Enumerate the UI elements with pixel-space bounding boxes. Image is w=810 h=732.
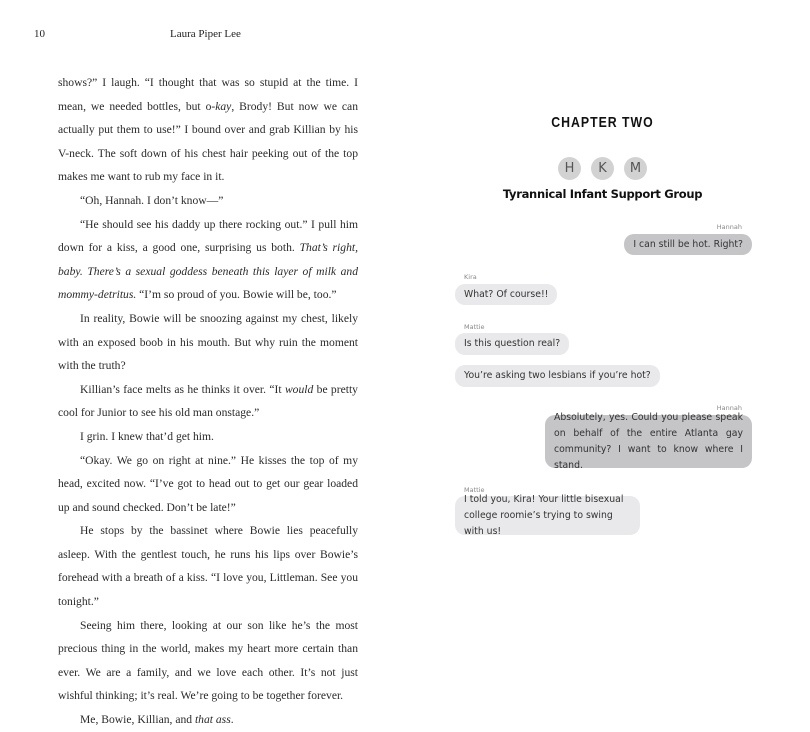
sender-label: Mattie — [464, 486, 485, 494]
running-head-author: Laura Piper Lee — [170, 28, 241, 40]
page-number: 10 — [34, 28, 45, 40]
paragraph: Seeing him there, looking at our son like he’s the most precious thing in the world, makes my heart more certain than ever. We are a family, and we love each other. It’s not just wishful thinking; it’s real. We’re going to be together forever. — [58, 618, 358, 703]
left-page-body — [58, 71, 358, 732]
sender-label: Kira — [464, 273, 477, 281]
sender-label: Hannah — [716, 404, 742, 412]
avatar: M — [624, 157, 647, 180]
paragraph: Me, Bowie, Killian, and that ass. — [80, 713, 234, 727]
paragraph: shows?” I laugh. “I thought that was so stupid at the time. I mean, we needed bottles, but o-kay, Brody! But now we can actually put them to use!” I bound over and grab Killian by his V-neck. The soft down of his chest hair peeking out of the top makes me want to rub my face in it. — [58, 76, 358, 184]
paragraph: “He should see his daddy up there rocking out.” I pull him down for a kiss, a good one, surprising us both. That’s right, baby. There’s a sexual goddess beneath this layer of milk and mommy-detritus. “I’m so proud of you. Bowie will be, too.” — [58, 217, 358, 302]
paragraph: “Okay. We go on right at nine.” He kisses the top of my head, excited now. “I’ve got to head out to get our gear loaded up and sound checked. Don’t be late!” — [58, 453, 358, 514]
message-bubble-outgoing: Absolutely, yes. Could you please speak on behalf of the entire Atlanta gay community? I want to know where I stand. — [545, 415, 752, 468]
group-chat-name: Tyrannical Infant Support Group — [502, 187, 703, 201]
message-bubble-outgoing: I can still be hot. Right? — [624, 234, 752, 255]
sender-label: Mattie — [464, 323, 485, 331]
paragraph: “Oh, Hannah. I don’t know—” — [80, 193, 224, 207]
message-bubble-incoming: I told you, Kira! Your little bisexual college roomie’s trying to swing with us! — [455, 496, 640, 535]
message-bubble-incoming: What? Of course!! — [455, 284, 557, 305]
avatar: K — [591, 157, 614, 180]
right-page — [440, 0, 770, 612]
message-bubble-incoming: You’re asking two lesbians if you’re hot? — [455, 365, 660, 387]
paragraph: I grin. I knew that’d get him. — [80, 429, 214, 443]
chapter-title: CHAPTER TWO — [551, 114, 654, 131]
message-bubble-incoming: Is this question real? — [455, 333, 569, 355]
group-avatars — [558, 157, 647, 180]
avatar: H — [558, 157, 581, 180]
sender-label: Hannah — [716, 223, 742, 231]
paragraph: In reality, Bowie will be snoozing against my chest, likely with an exposed boob in his mouth. But why ruin the moment with the truth? — [58, 311, 358, 373]
paragraph: He stops by the bassinet where Bowie lies peacefully asleep. With the gentlest touch, he runs his lips over Bowie’s forehead with a breath of a kiss. “I love you, Littleman. See you tonight.” — [58, 524, 358, 609]
paragraph: Killian’s face melts as he thinks it over. “It would be pretty cool for Junior to see his old man onstage.” — [58, 382, 358, 420]
